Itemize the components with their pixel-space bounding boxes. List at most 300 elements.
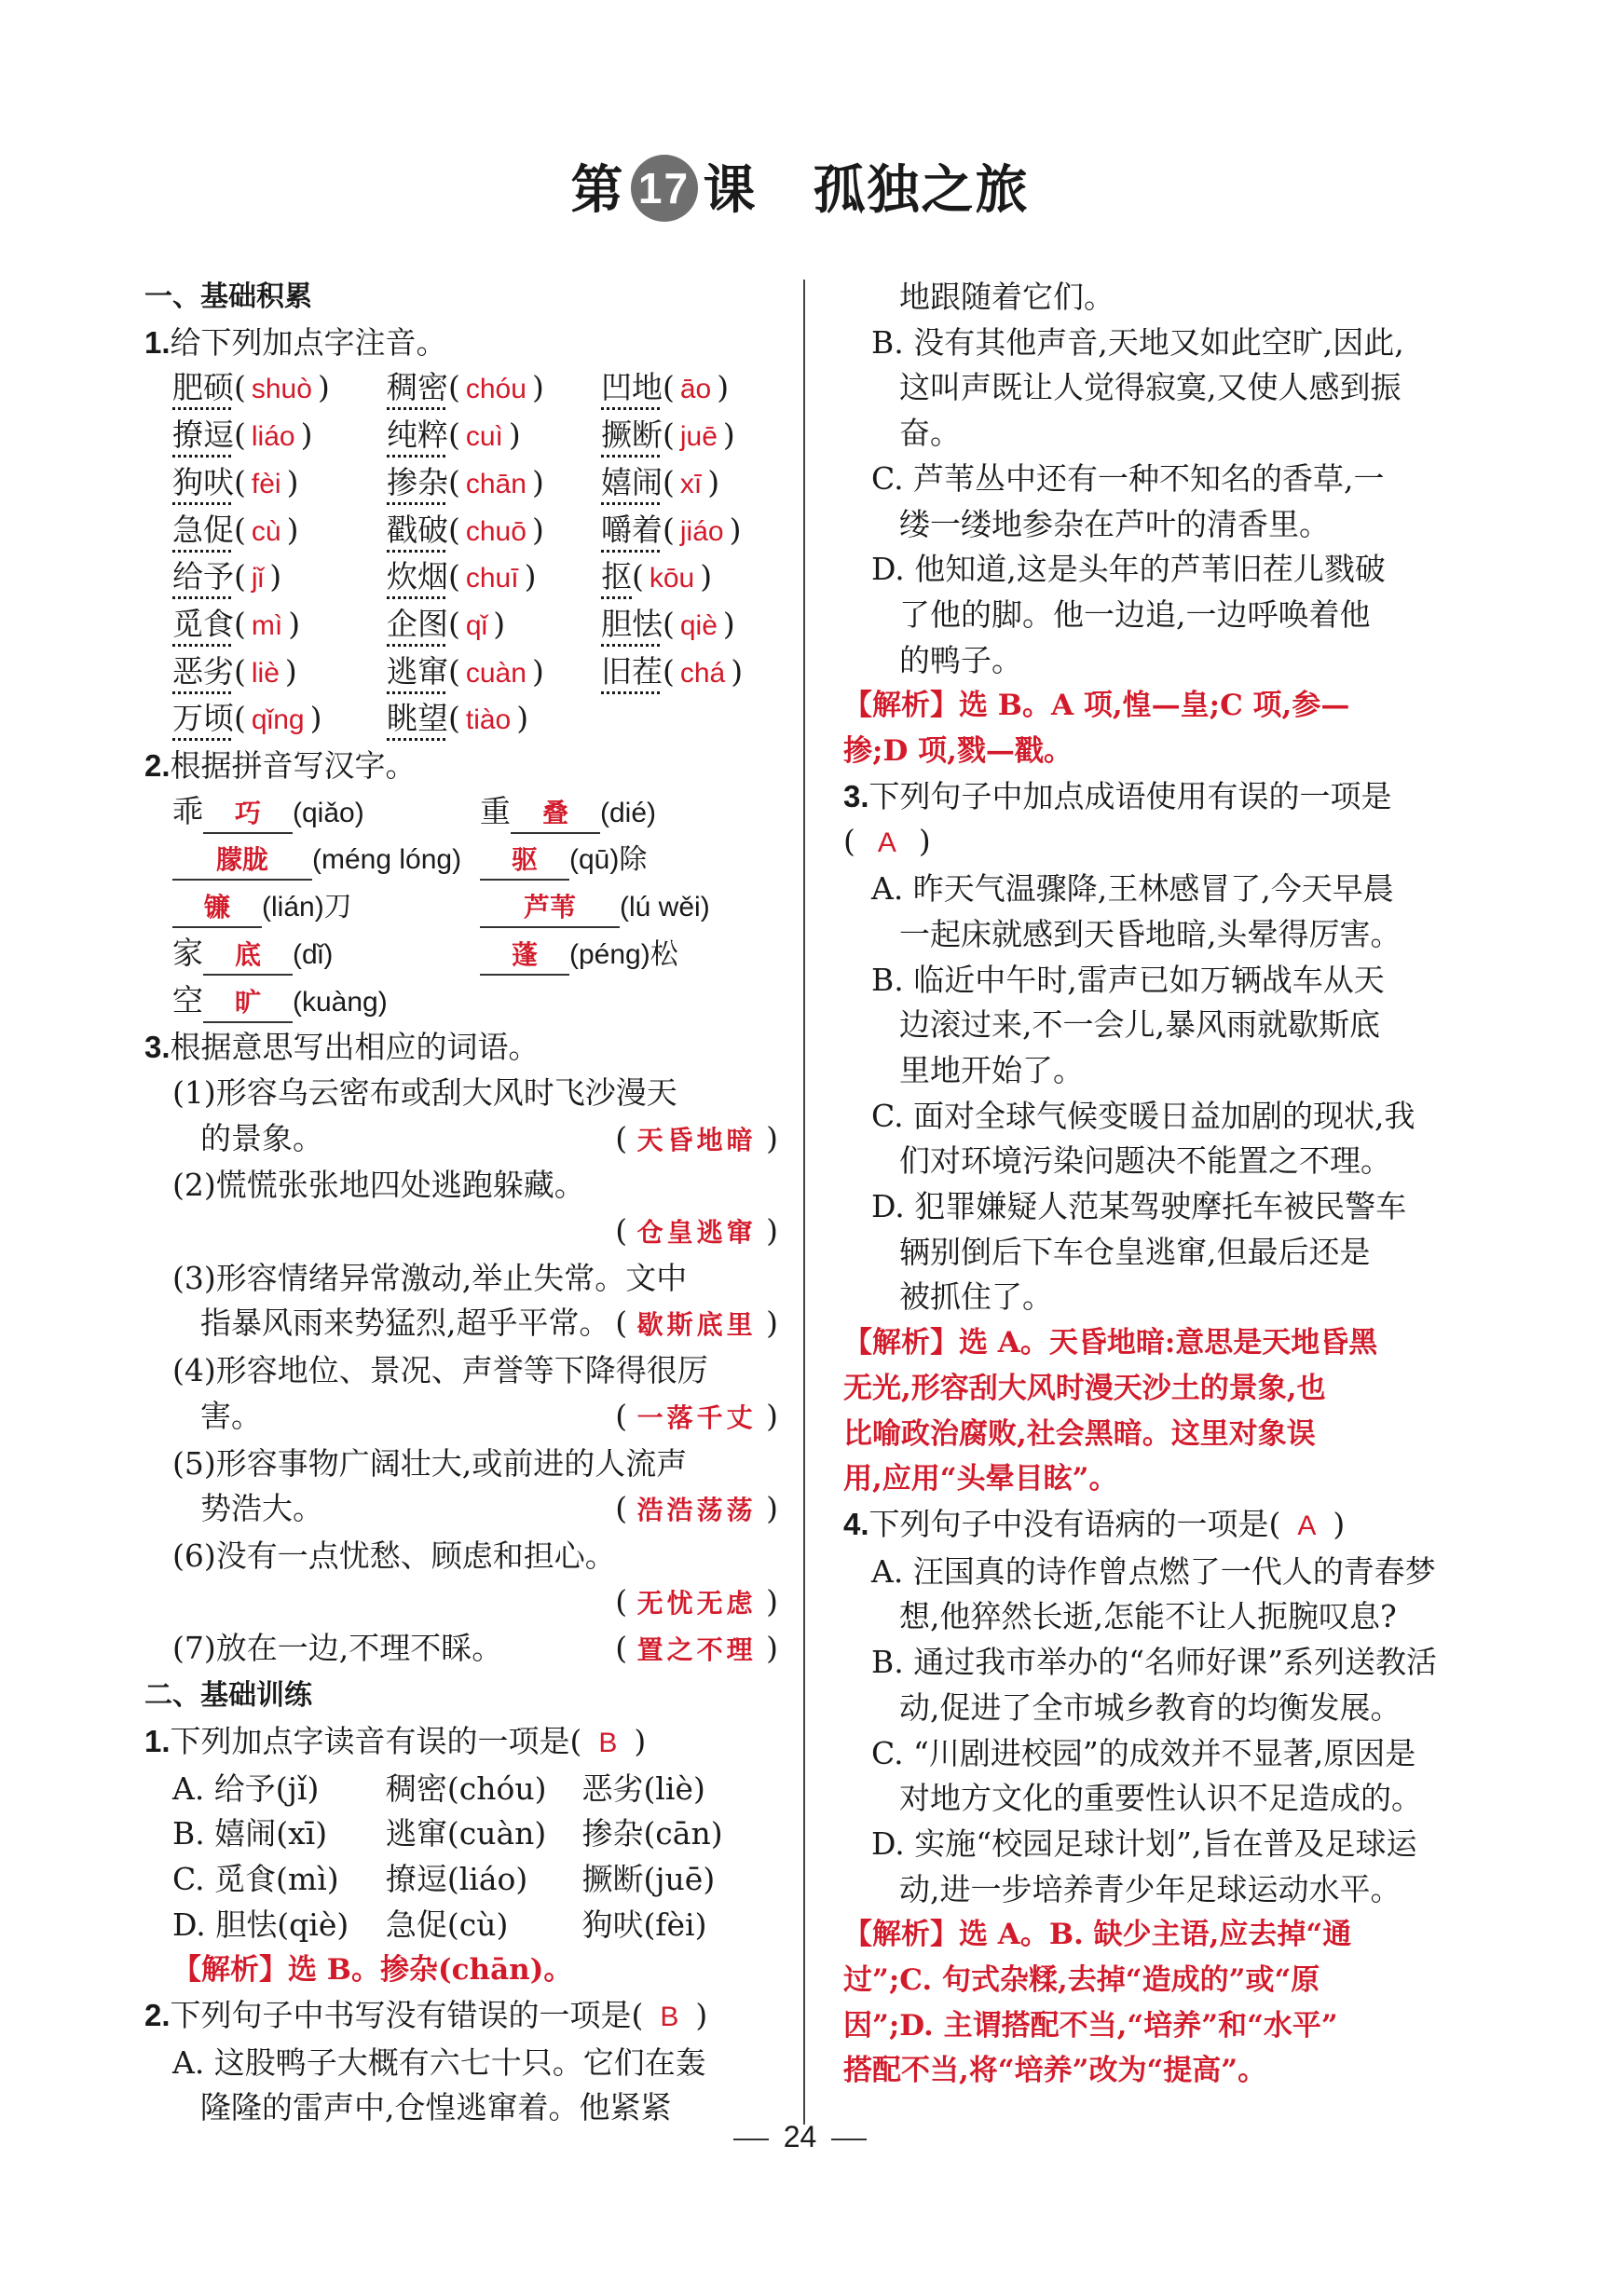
paren: ( — [615, 1582, 637, 1620]
meaning-line — [144, 1394, 778, 1442]
option-c: C. “川剧进校园”的成效并不显著,原因是 — [871, 1734, 1416, 1771]
paren: ) — [717, 369, 730, 406]
analysis — [843, 683, 1468, 729]
word: 肥硕 — [172, 369, 234, 406]
meaning-text: (6)没有一点忧愁、顾虑和担心。 — [172, 1537, 616, 1574]
blank-answer: 旷 — [203, 984, 293, 1023]
option-d: D. 犯罪嫌疑人范某驾驶摩托车被民警车 — [871, 1188, 1407, 1225]
pinyin-row — [172, 554, 778, 602]
word: 万顷 — [172, 700, 234, 737]
close-paren: ) — [695, 1997, 708, 2034]
option-row — [172, 1903, 778, 1948]
analysis-text: 选 A。B. 缺少主语,应去掉“通 — [959, 1918, 1352, 1952]
pinyin-answer: liè — [251, 657, 280, 689]
paren: ( — [448, 511, 460, 548]
pinyin-hint: (lián)刀 — [262, 892, 352, 923]
pinyin-item — [387, 508, 601, 555]
close-paren: ) — [918, 823, 931, 860]
blank-answer: 蓬 — [480, 936, 569, 976]
analysis-tag: 【解析】 — [843, 1326, 959, 1360]
question-write-characters — [144, 744, 778, 1025]
paren: ( — [615, 1397, 637, 1434]
paren: ( — [234, 700, 246, 737]
options-grid — [144, 1767, 778, 1948]
character-row — [172, 836, 778, 883]
paren: ( — [234, 605, 246, 642]
paren: ) — [531, 463, 544, 500]
pinyin-answer: cuì — [465, 421, 503, 453]
option-d-cont: 的鸭子。 — [899, 641, 1022, 678]
meaning-line: (1)形容乌云密布或刮大风时飞沙漫天 — [172, 1073, 677, 1111]
word-answer: 无忧无虑 — [636, 1587, 757, 1619]
paren: ( — [448, 700, 460, 737]
section-heading-training: 二、基础训练 — [144, 1680, 312, 1712]
pinyin-answer: chá — [679, 657, 726, 689]
blank-answer: 芦苇 — [480, 889, 620, 928]
option-cell: 恶劣(liè) — [581, 1770, 705, 1807]
paren: ) — [756, 1397, 778, 1434]
pinyin-answer: cù — [251, 515, 281, 547]
word-answer: 歇斯底里 — [636, 1309, 757, 1341]
analysis-tag: 【解析】 — [843, 689, 959, 722]
question-stem: 根据意思写出相应的词语。 — [170, 1029, 540, 1066]
option-a-cont: 想,他猝然长逝,怎能不让人扼腕叹息? — [899, 1598, 1397, 1635]
character-item — [172, 978, 480, 1026]
word-answer: 置之不理 — [636, 1634, 757, 1666]
paren: ( — [448, 463, 460, 500]
question-pinyin-notation — [144, 321, 778, 744]
paren: ) — [317, 369, 330, 406]
paren: ) — [288, 605, 301, 642]
pinyin-answer: kōu — [649, 563, 695, 594]
paren: ( — [234, 652, 246, 690]
meaning-items — [144, 1071, 778, 1674]
column-divider — [803, 280, 805, 2125]
option-row — [172, 1767, 778, 1812]
analysis-cont: 用,应用“头晕目眩”。 — [843, 1462, 1118, 1496]
page-number: 24 — [783, 2120, 817, 2153]
pinyin-item — [172, 460, 387, 508]
question-word-from-meaning — [144, 1025, 778, 1674]
paren: ) — [524, 558, 537, 595]
pinyin-answer: cuàn — [465, 657, 526, 689]
paren: ) — [309, 700, 322, 737]
analysis — [843, 1320, 1468, 1366]
paren: ( — [234, 511, 246, 548]
pinyin-item — [172, 602, 387, 649]
pinyin-hint: (lú wěi) — [620, 892, 710, 923]
word: 给予 — [172, 558, 234, 595]
paren: ) — [516, 700, 529, 737]
option-row — [172, 1811, 778, 1857]
option-b-cont: 动,促进了全市城乡教育的均衡发展。 — [899, 1688, 1402, 1726]
character-item — [480, 836, 647, 883]
word: 纯粹 — [387, 417, 448, 454]
answer-choice: A — [877, 827, 896, 859]
paren: ) — [756, 1630, 778, 1667]
analysis — [843, 1912, 1468, 1958]
open-paren: ( — [843, 823, 855, 860]
paren: ) — [731, 652, 744, 690]
option-b-cont: 奋。 — [899, 415, 961, 452]
option-c-cont: 对地方文化的重要性认识不足造成的。 — [899, 1780, 1422, 1817]
title-prefix: 第 — [570, 159, 625, 221]
answer-slot — [615, 1212, 778, 1249]
option-cell: 狗吠(fèi) — [581, 1906, 707, 1943]
answer-choice: B — [598, 1727, 618, 1758]
paren: ( — [234, 463, 246, 500]
pinyin-item — [601, 365, 729, 413]
answer-slot — [615, 1583, 778, 1620]
analysis-tag: 【解析】 — [172, 1953, 288, 1987]
word: 凹地 — [601, 369, 663, 406]
word: 企图 — [387, 605, 448, 642]
pinyin-hint: (qiǎo) — [293, 797, 364, 828]
paren: ( — [663, 369, 675, 406]
word-answer: 天昏地暗 — [636, 1124, 757, 1155]
word: 逃窜 — [387, 652, 448, 690]
paren: ( — [632, 558, 644, 595]
analysis-cont: 过”;C. 句式杂糅,去掉“造成的”或“原 — [843, 1963, 1320, 1998]
paren: ( — [448, 369, 460, 406]
prefix: 家 — [172, 934, 203, 971]
question-stem: 给下列加点字注音。 — [170, 323, 447, 361]
character-item — [172, 789, 480, 837]
character-row — [172, 931, 778, 978]
pinyin-hint: (péng)松 — [569, 938, 678, 970]
option-a-cont: 隆隆的雷声中,仓惶逃窜着。他紧紧 — [200, 2089, 672, 2126]
analysis — [144, 1948, 778, 1993]
analysis-cont: 掺;D 项,戮—戳。 — [843, 734, 1073, 769]
training-question-3 — [843, 774, 1468, 1502]
word: 嚼着 — [601, 511, 663, 548]
pinyin-item — [172, 413, 387, 460]
meaning-line — [144, 1534, 778, 1579]
pinyin-answer: fèi — [251, 468, 281, 499]
lesson-number-badge: 17 — [631, 155, 698, 222]
close-paren: ) — [1333, 1505, 1346, 1542]
pinyin-answer: āo — [679, 374, 712, 405]
answer-line — [144, 1579, 778, 1627]
training-question-2 — [144, 1993, 778, 2131]
pinyin-answer: liáo — [251, 421, 295, 453]
paren: ) — [531, 369, 544, 406]
paren: ( — [448, 558, 460, 595]
prefix: 重 — [480, 792, 511, 829]
answer-slot — [615, 1116, 778, 1164]
option-c-cont: 们对环境污染问题决不能置之不理。 — [899, 1142, 1391, 1180]
title-suffix: 课 — [703, 159, 758, 221]
question-number: 1. — [144, 1723, 171, 1758]
meaning-line — [144, 1163, 778, 1209]
answer-slot — [615, 1301, 778, 1348]
word-answer: 一落千丈 — [636, 1401, 757, 1433]
word: 急促 — [172, 511, 234, 548]
pinyin-answer: chóu — [465, 374, 526, 405]
question-number: 2. — [144, 748, 171, 784]
pinyin-answer: qǐng — [251, 704, 305, 736]
option-a-cont: 地跟随着它们。 — [899, 279, 1115, 315]
word: 恶劣 — [172, 652, 234, 690]
training-question-4 — [843, 1502, 1468, 2094]
character-grid — [144, 789, 778, 1026]
meaning-cont: 指暴风雨来势猛烈,超乎平常。 — [200, 1305, 610, 1342]
pinyin-item — [172, 554, 387, 602]
page-footer — [0, 2120, 1600, 2154]
meaning-cont: 害。 — [200, 1397, 262, 1434]
paren: ) — [729, 511, 742, 548]
word: 狗吠 — [172, 463, 234, 500]
blank-answer: 底 — [203, 936, 293, 976]
paren: ( — [234, 558, 246, 595]
option-cell: 急促(cù) — [385, 1906, 509, 1943]
meaning-line: (4)形容地位、景况、声誉等下降得很厉 — [172, 1352, 708, 1389]
option-c: C. 芦苇丛中还有一种不知名的香草,一 — [871, 459, 1385, 497]
section-heading-basics: 一、基础积累 — [144, 281, 312, 312]
character-row — [172, 789, 778, 837]
pinyin-hint: (méng lóng) — [312, 844, 462, 876]
option-d-cont: 辆别倒后下车仓皇逃窜,但最后还是 — [899, 1233, 1371, 1270]
blank-answer: 驱 — [480, 841, 569, 881]
option-a-cont: 一起床就感到天昏地暗,头晕得厉害。 — [899, 915, 1402, 952]
pinyin-row — [172, 649, 778, 697]
character-row — [172, 883, 778, 931]
close-paren: ) — [634, 1722, 647, 1759]
paren: ( — [615, 1490, 637, 1527]
answer-choice: A — [1297, 1510, 1317, 1541]
question-number: 4. — [843, 1506, 869, 1541]
word-answer: 仓皇逃窜 — [636, 1217, 757, 1249]
answer-line — [144, 1209, 778, 1256]
pinyin-answer: qǐ — [465, 609, 488, 641]
option-a: A. 汪国真的诗作曾点燃了一代人的青春梦 — [871, 1552, 1436, 1590]
word: 胆怯 — [601, 605, 663, 642]
character-item — [480, 931, 678, 978]
pinyin-item — [387, 696, 601, 744]
pinyin-row — [172, 365, 778, 413]
word: 戳破 — [387, 511, 448, 548]
option-cell: 逃窜(cuàn) — [385, 1815, 547, 1852]
analysis-cont: 因”;D. 主谓搭配不当,“培养”和“水平” — [843, 2008, 1338, 2043]
option-b-cont: 边滚过来,不一会儿,暴风雨就歇斯底 — [899, 1006, 1380, 1044]
pinyin-hint: (dǐ) — [293, 938, 334, 970]
paren: ) — [707, 463, 720, 500]
option-b: B. 通过我市举办的“名师好课”系列送教活 — [871, 1644, 1437, 1681]
option-d: D. 他知道,这是头年的芦苇旧茬儿戮破 — [871, 551, 1386, 588]
paren: ( — [615, 1630, 637, 1667]
pinyin-hint: (qū)除 — [569, 844, 648, 876]
pinyin-item — [387, 460, 601, 508]
word: 觅食 — [172, 605, 234, 642]
pinyin-answer: jǐ — [251, 563, 265, 594]
option-cell: A. 给予(jǐ) — [172, 1770, 320, 1807]
pinyin-answer: xī — [679, 468, 703, 499]
pinyin-item — [387, 649, 601, 697]
option-c-cont: 缕一缕地参杂在芦叶的清香里。 — [899, 505, 1330, 542]
prefix: 乖 — [172, 792, 203, 829]
option-a: A. 这股鸭子大概有六七十只。它们在轰 — [172, 2043, 706, 2081]
left-column — [144, 275, 778, 2131]
paren: ( — [663, 511, 675, 548]
pinyin-item — [387, 365, 601, 413]
meaning-line — [144, 1486, 778, 1534]
meaning-cont: 势浩大。 — [200, 1490, 323, 1527]
character-item — [480, 883, 710, 931]
blank-answer: 叠 — [511, 795, 600, 834]
option-d-cont: 动,进一步培养青少年足球运动水平。 — [899, 1870, 1402, 1907]
paren: ( — [663, 605, 675, 642]
paren: ) — [531, 511, 544, 548]
pinyin-item — [172, 508, 387, 555]
meaning-text: (2)慌慌张张地四处逃跑躲藏。 — [172, 1167, 585, 1204]
paren: ( — [615, 1119, 637, 1156]
option-cell: 撅断(juē) — [581, 1860, 716, 1897]
right-column — [843, 275, 1468, 2094]
paren: ( — [663, 417, 675, 454]
pinyin-hint: (kuàng) — [293, 986, 388, 1018]
question-number: 3. — [144, 1030, 171, 1065]
paren: ( — [234, 417, 246, 454]
blank-answer: 镰 — [172, 889, 262, 928]
option-c: C. 面对全球气候变暖日益加剧的现状,我 — [871, 1097, 1415, 1134]
answer-slot — [615, 1626, 778, 1674]
paren: ) — [286, 511, 299, 548]
word: 眺望 — [387, 700, 448, 737]
pinyin-row — [172, 460, 778, 508]
pinyin-item — [387, 413, 601, 460]
pinyin-answer: chān — [465, 468, 526, 499]
paren: ) — [269, 558, 282, 595]
answer-choice: B — [660, 2002, 679, 2033]
paren: ) — [284, 652, 297, 690]
meaning-line — [144, 1116, 778, 1164]
blank-answer: 朦胧 — [172, 841, 312, 881]
pinyin-item — [172, 365, 387, 413]
paren: ) — [722, 605, 735, 642]
character-item — [172, 836, 480, 883]
pinyin-grid — [144, 365, 778, 744]
question-stem: 下列加点字读音有误的一项是( — [170, 1722, 582, 1759]
paren: ) — [286, 463, 299, 500]
paren: ) — [508, 417, 521, 454]
paren: ) — [756, 1119, 778, 1156]
question-number: 1. — [144, 324, 171, 360]
paren: ( — [448, 417, 460, 454]
word: 旧茬 — [601, 652, 663, 690]
pinyin-item — [601, 460, 719, 508]
word: 撅断 — [601, 417, 663, 454]
option-b-cont: 这叫声既让人觉得寂寞,又使人感到振 — [899, 369, 1402, 406]
word: 炊烟 — [387, 558, 448, 595]
paren: ) — [700, 558, 713, 595]
prefix: 空 — [172, 981, 203, 1018]
paren: ) — [756, 1305, 778, 1342]
word: 稠密 — [387, 369, 448, 406]
blank-answer: 巧 — [203, 795, 293, 834]
meaning-line — [144, 1626, 778, 1674]
paren: ) — [756, 1582, 778, 1620]
answer-slot — [615, 1394, 778, 1442]
paren: ) — [493, 605, 506, 642]
lesson-name: 孤独之旅 — [813, 159, 1030, 221]
pinyin-answer: jiáo — [679, 515, 724, 547]
paren: ) — [756, 1212, 778, 1250]
pinyin-item — [601, 508, 741, 555]
character-item — [172, 931, 480, 978]
meaning-line: (5)形容事物广阔壮大,或前进的人流声 — [172, 1444, 688, 1482]
analysis-text: 选 B。A 项,惶—皇;C 项,参— — [959, 689, 1350, 723]
paren: ( — [448, 652, 460, 690]
question-stem: 下列句子中书写没有错误的一项是( — [170, 1997, 644, 2034]
pinyin-answer: shuò — [251, 374, 312, 405]
pinyin-item — [172, 696, 387, 744]
pinyin-answer: chuī — [465, 563, 519, 594]
analysis-cont: 比喻政治腐败,社会黑暗。这里对象误 — [843, 1416, 1316, 1451]
word: 掺杂 — [387, 463, 448, 500]
pinyin-answer: juē — [679, 421, 718, 453]
analysis-cont: 无光,形容刮大风时漫天沙土的景象,也 — [843, 1371, 1326, 1405]
paren: ( — [663, 463, 675, 500]
pinyin-item — [172, 649, 387, 697]
pinyin-row — [172, 696, 778, 744]
paren: ) — [722, 417, 735, 454]
paren: ( — [615, 1212, 637, 1250]
pinyin-item — [387, 554, 601, 602]
word-answer: 浩浩荡荡 — [636, 1495, 757, 1526]
pinyin-hint: (dié) — [600, 797, 657, 828]
question-stem: 下列句子中加点成语使用有误的一项是 — [868, 777, 1392, 814]
meaning-text: (7)放在一边,不理不睬。 — [172, 1630, 503, 1667]
meaning-line: (3)形容情绪异常激动,举止失常。文中 — [172, 1259, 688, 1296]
paren: ( — [615, 1305, 637, 1342]
paren: ( — [663, 652, 675, 690]
pinyin-answer: mì — [251, 609, 283, 641]
option-b: B. 没有其他声音,天地又如此空旷,因此, — [871, 323, 1404, 361]
pinyin-row — [172, 508, 778, 555]
pinyin-answer: qiè — [679, 609, 718, 641]
analysis-text: 选 A。天昏地暗:意思是天地昏黑 — [959, 1326, 1378, 1360]
question-stem: 根据拼音写汉字。 — [170, 747, 417, 785]
pinyin-answer: tiào — [465, 704, 512, 736]
analysis-cont: 搭配不当,将“培养”改为“提高”。 — [843, 2054, 1267, 2088]
word: 撩逗 — [172, 417, 234, 454]
pinyin-item — [387, 602, 601, 649]
option-d-cont: 被抓住了。 — [899, 1278, 1053, 1316]
pinyin-row — [172, 413, 778, 460]
paren: ) — [531, 652, 544, 690]
word: 嬉闹 — [601, 463, 663, 500]
pinyin-answer: chuō — [465, 515, 526, 547]
option-cell: B. 嬉闹(xī) — [172, 1815, 328, 1852]
option-d-cont: 了他的脚。他一边追,一边呼唤着他 — [899, 595, 1371, 633]
word: 抠 — [601, 558, 632, 595]
question-stem: 下列句子中没有语病的一项是( — [868, 1505, 1281, 1542]
training-question-1 — [144, 1719, 778, 1993]
paren: ( — [234, 369, 246, 406]
paren: ) — [300, 417, 313, 454]
option-cell: 稠密(chóu) — [385, 1770, 547, 1807]
answer-slot — [615, 1486, 778, 1534]
paren: ) — [756, 1490, 778, 1527]
analysis-text: 选 B。掺杂(chān)。 — [288, 1953, 573, 1988]
option-cell: 掺杂(cān) — [581, 1815, 723, 1852]
question-number: 3. — [843, 778, 869, 813]
meaning-line — [144, 1301, 778, 1348]
pinyin-item — [601, 649, 743, 697]
pinyin-row — [172, 602, 778, 649]
analysis-tag: 【解析】 — [843, 1918, 959, 1951]
question-number: 2. — [144, 1998, 171, 2033]
